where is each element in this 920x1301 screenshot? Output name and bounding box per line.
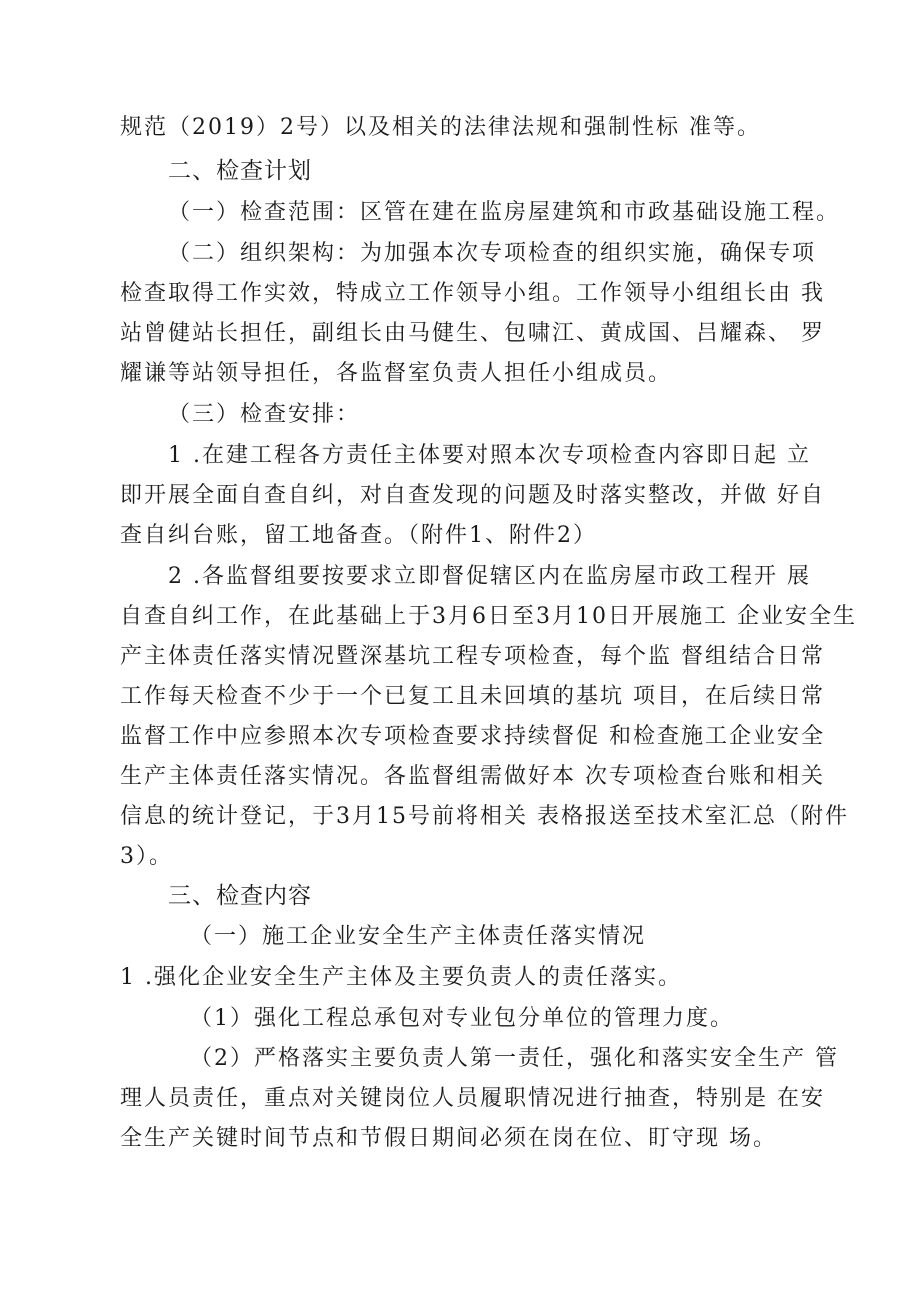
body-text-line: 耀谦等站领导担任，各监督室负责人担任小组成员。 (120, 361, 673, 386)
subheading-inspection-arrangement: （三）检查安排： (168, 402, 361, 427)
body-text-line: 自查自纠工作，在此基础上于3月6日至3月10日开展施工 企业安全生 (120, 604, 857, 629)
body-text-line: 规范（2019）2号）以及相关的法律法规和强制性标 准等。 (120, 115, 761, 140)
body-text-line: 产主体责任落实情况暨深基坑工程专项检查，每个监 督组结合日常 (120, 644, 825, 669)
body-text-line: 监督工作中应参照本次专项检查要求持续督促 和检查施工企业安全 (120, 724, 825, 749)
list-item-2-start: 2 .各监督组要按要求立即督促辖区内在监房屋市政工程开 展 (168, 564, 811, 589)
sub-item-1: （1）强化工程总承包对专业包分单位的管理力度。 (190, 1006, 734, 1031)
body-text-line: 理人员责任，重点对关键岗位人员履职情况进行抽查，特别是 在安 (120, 1086, 825, 1111)
sub-item-2-start: （2）严格落实主要负责人第一责任，强化和落实安全生产 管 (190, 1046, 839, 1071)
body-text-line: 全生产关键时间节点和节假日期间必须在岗在位、盯守现 场。 (120, 1126, 777, 1151)
body-text-line: 站曾健站长担任，副组长由马健生、包啸江、黄成国、吕耀森、 罗 (120, 321, 825, 346)
paragraph-inspection-scope: （一）检查范围：区管在建在监房屋建筑和市政基础设施工程。 (168, 200, 841, 225)
body-text-line: 即开展全面自查自纠，对自查发现的问题及时落实整改，并做 好自 (120, 483, 825, 508)
list-item-strengthen-responsibility: 1 .强化企业安全生产主体及主要负责人的责任落实。 (120, 965, 682, 990)
body-text-line: 工作每天检查不少于一个已复工且未回填的基坑 项目，在后续日常 (120, 684, 825, 709)
subheading-enterprise-responsibility: （一）施工企业安全生产主体责任落实情况 (190, 924, 647, 949)
section-heading-inspection-content: 三、检查内容 (168, 883, 312, 909)
body-text-line: 查自纠台账，留工地备查。（附件1、附件2） (120, 523, 597, 548)
body-text-line: 3）。 (120, 844, 173, 869)
body-text-line: 检查取得工作实效，特成立工作领导小组。工作领导小组组长由 我 (120, 281, 825, 306)
body-text-line: 生产主体责任落实情况。各监督组需做好本 次专项检查台账和相关 (120, 764, 825, 789)
paragraph-organization-start: （二）组织架构：为加强本次专项检查的组织实施，确保专项 (168, 241, 817, 266)
list-item-1-start: 1 .在建工程各方责任主体要对照本次专项检查内容即日起 立 (168, 443, 811, 468)
body-text-line: 信息的统计登记，于3月15号前将相关 表格报送至技术室汇总（附件 (120, 804, 849, 829)
section-heading-inspection-plan: 二、检查计划 (168, 158, 312, 184)
